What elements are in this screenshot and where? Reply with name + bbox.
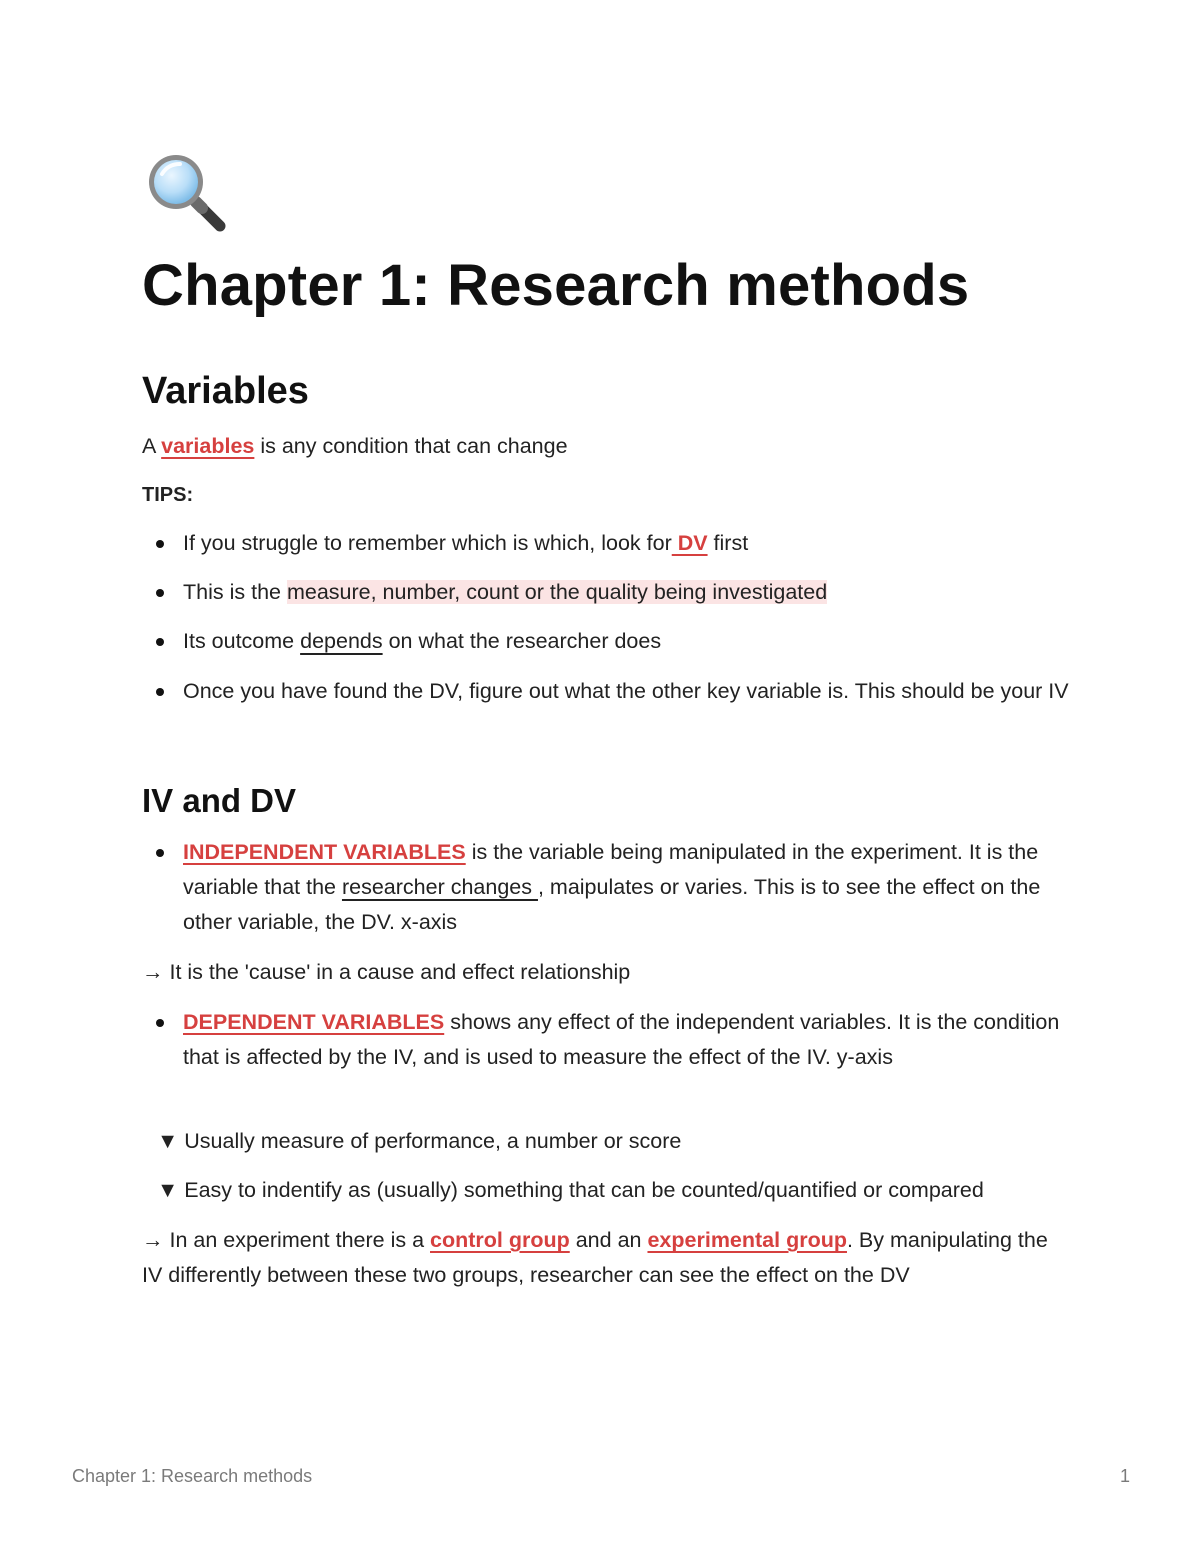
experiment-paragraph bbox=[142, 1223, 1062, 1293]
term-independent-variables: INDEPENDENT VARIABLES bbox=[183, 840, 466, 864]
bullet-text: shows any effect of the independent variables. It is the condition that is affected by the IV, and is used to measure the effect of the IV. y-axis bbox=[183, 1010, 1060, 1069]
list-item bbox=[183, 1005, 1073, 1075]
list-item bbox=[183, 624, 1073, 659]
bullet-text-end: first bbox=[707, 531, 749, 555]
def-suffix: is any condition that can change bbox=[254, 434, 568, 458]
list-item bbox=[183, 674, 1073, 709]
variables-definition bbox=[142, 429, 568, 464]
term-dependent-variables: DEPENDENT VARIABLES bbox=[183, 1010, 445, 1034]
bullet-dot bbox=[156, 540, 164, 548]
magnifying-glass-icon bbox=[142, 152, 232, 234]
bullet-dot bbox=[156, 638, 164, 646]
bullet-text: Once you have found the DV, figure out what the other key variable is. This should be your IV bbox=[183, 679, 1069, 703]
bullet-dot bbox=[156, 688, 164, 696]
tips-label: TIPS: bbox=[142, 484, 194, 506]
bullet-dot bbox=[156, 1019, 164, 1027]
footer-title: Chapter 1: Research methods bbox=[72, 1466, 313, 1486]
exp-text-mid: and an bbox=[569, 1228, 648, 1252]
term-dv: DV bbox=[671, 531, 708, 555]
bullet-text: This is the bbox=[183, 580, 287, 604]
bullet-dot bbox=[156, 589, 164, 597]
triangle-note-2: ▼ Easy to indentify as (usually) something that can be counted/quantified or compared bbox=[157, 1178, 984, 1202]
exp-text-end: . By manipulating the IV differently between these two groups, researcher can see the effect on the DV bbox=[142, 1228, 1048, 1287]
highlighted-text: measure, number, count or the quality being investigated bbox=[286, 580, 828, 604]
bullet-text-end: on what the researcher does bbox=[382, 629, 662, 653]
cause-line: → It is the 'cause' in a cause and effect relationship bbox=[142, 960, 631, 984]
heading-variables: Variables bbox=[142, 370, 309, 412]
list-item bbox=[183, 575, 1073, 610]
heading-iv-and-dv: IV and DV bbox=[142, 782, 297, 819]
list-item bbox=[183, 835, 1073, 940]
bullet-text-end: , maipulates or varies. This is to see the effect on the other variable, the DV. x-axis bbox=[183, 875, 1041, 934]
list-item bbox=[183, 526, 1073, 561]
exp-text: → In an experiment there is a bbox=[142, 1228, 431, 1252]
underlined-term: researcher changes bbox=[341, 875, 538, 899]
term-control-group: control group bbox=[430, 1228, 570, 1252]
page-number: 1 bbox=[1120, 1466, 1131, 1486]
bullet-text: is the variable being manipulated in the experiment. It is the variable that the bbox=[183, 840, 1039, 899]
bullet-text: If you struggle to remember which is which, look for bbox=[183, 531, 672, 555]
triangle-note-1: ▼ Usually measure of performance, a number or score bbox=[157, 1129, 682, 1153]
bullet-text: Its outcome bbox=[183, 629, 301, 653]
underlined-term: depends bbox=[300, 629, 383, 653]
bullet-dot bbox=[156, 849, 164, 857]
term-experimental-group: experimental group bbox=[647, 1228, 847, 1252]
page-title: Chapter 1: Research methods bbox=[142, 253, 970, 318]
term-variables: variables bbox=[161, 434, 255, 458]
def-prefix: A bbox=[142, 434, 162, 458]
